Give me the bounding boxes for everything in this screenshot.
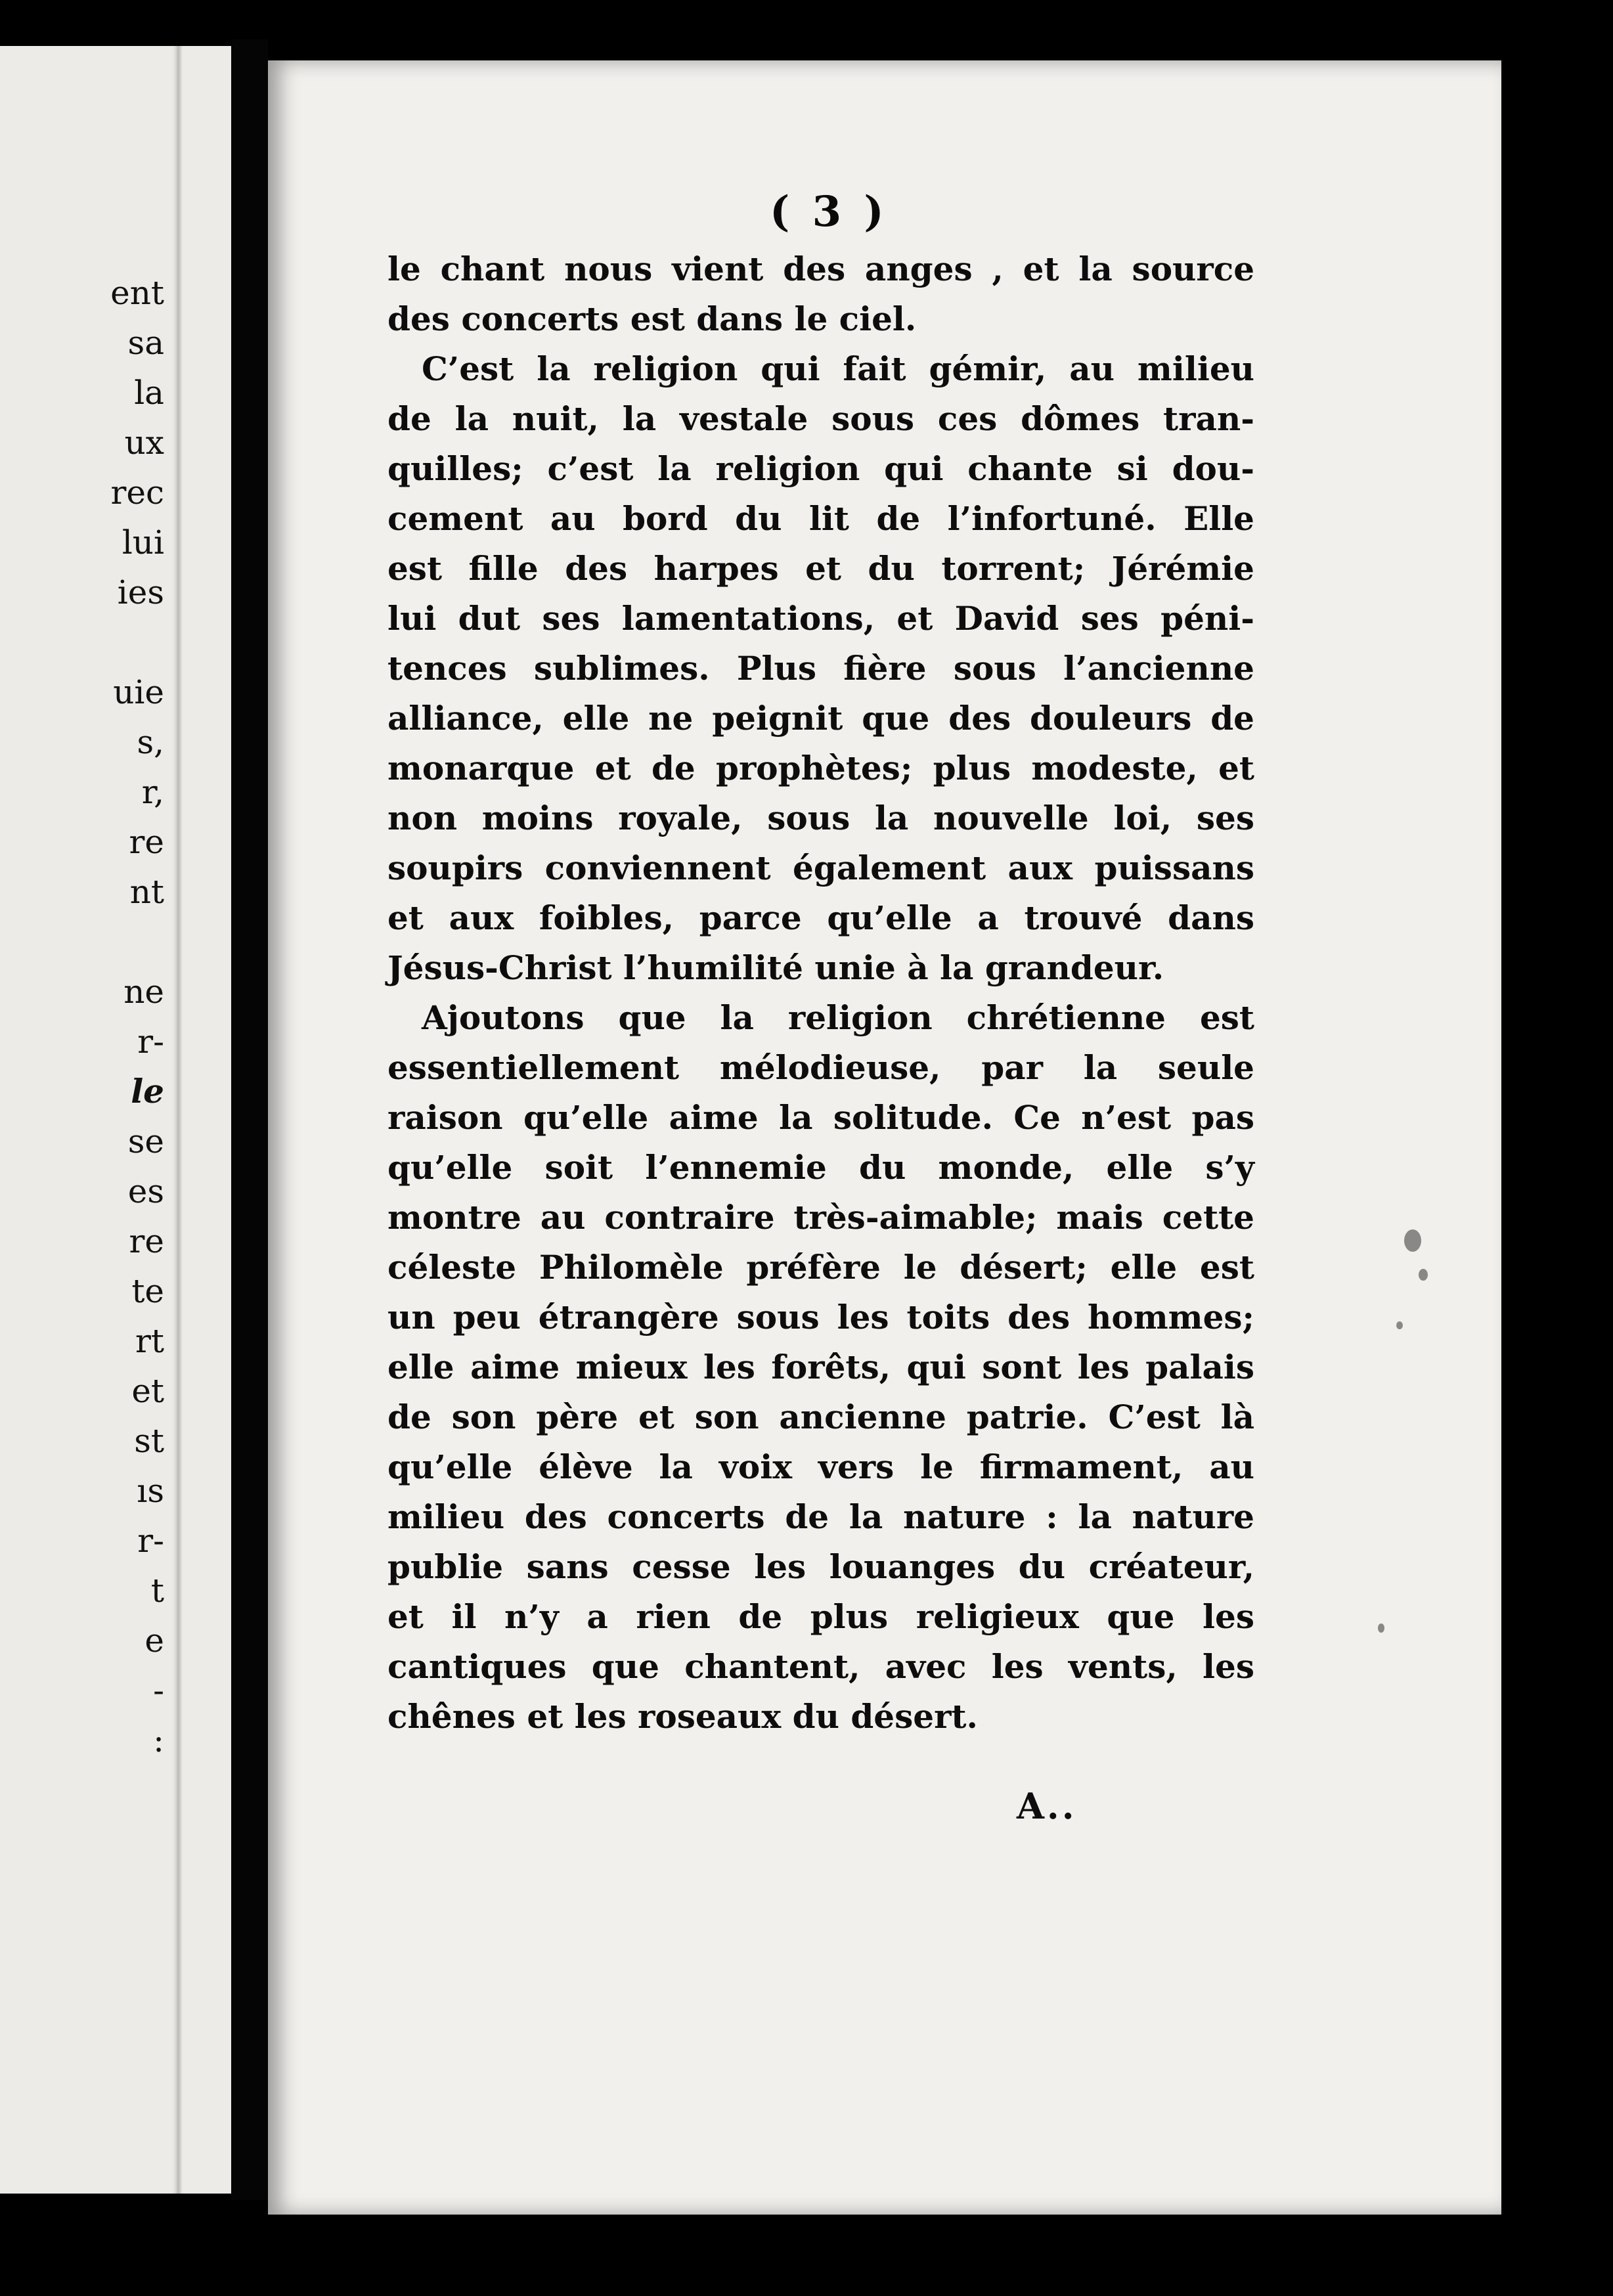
text-line: cantiques que chantent, avec les vents, les (387, 1647, 1254, 1686)
left-fragment: r, (141, 773, 164, 811)
text-line: montre au contraire très-aimable; mais cette (387, 1198, 1254, 1237)
left-fragment: s, (137, 723, 164, 761)
left-fragment: ies (117, 573, 164, 611)
book-gutter (231, 39, 268, 2200)
left-fragment: uie (113, 673, 164, 711)
left-fragment: ıs (137, 1472, 164, 1510)
left-page-edge (172, 46, 183, 2194)
left-fragment: r- (137, 1023, 164, 1061)
left-fragment: ne (123, 973, 164, 1011)
left-fragment: la (134, 374, 164, 412)
left-page-text (0, 268, 164, 1765)
text-line: Jésus-Christ l’humilité unie à la grandeur. (387, 948, 1164, 987)
left-fragment: te (131, 1272, 164, 1310)
left-fragment: nt (129, 873, 164, 911)
text-line: est fille des harpes et du torrent; Jérémie (387, 549, 1254, 588)
text-line: qu’elle élève la voix vers le firmament, au (387, 1447, 1254, 1486)
text-line: de la nuit, la vestale sous ces dômes tran- (387, 399, 1254, 438)
ink-spot (1419, 1269, 1428, 1281)
text-line: et aux foibles, parce qu’elle a trouvé dans (387, 898, 1254, 937)
text-line: tences sublimes. Plus fière sous l’ancienne (387, 649, 1254, 688)
ink-spot (1404, 1229, 1421, 1252)
text-line: des concerts est dans le ciel. (387, 299, 917, 338)
left-fragment: es (127, 1172, 164, 1210)
left-fragment: t (150, 1572, 164, 1610)
left-fragment: et (131, 1372, 164, 1410)
ink-spot (1396, 1321, 1403, 1329)
left-fragment: ent (110, 274, 164, 312)
text-line: de son père et son ancienne patrie. C’est là (387, 1398, 1254, 1436)
left-fragment: re (129, 823, 164, 861)
text-line: lui dut ses lamentations, et David ses péni- (387, 599, 1254, 638)
left-fragment: le (131, 1072, 164, 1111)
left-fragment (0, 917, 164, 967)
text-line: qu’elle soit l’ennemie du monde, elle s’y (387, 1148, 1254, 1187)
text-line: monarque et de prophètes; plus modeste, et (387, 749, 1254, 787)
ink-spot (1378, 1623, 1384, 1633)
text-line: quilles; c’est la religion qui chante si dou- (387, 449, 1254, 488)
text-line: soupirs conviennent également aux puissans (387, 849, 1254, 887)
text-line: chênes et les roseaux du désert. (387, 1697, 978, 1736)
left-fragment: re (129, 1222, 164, 1260)
left-fragment: sa (127, 324, 164, 362)
text-line: essentiellement mélodieuse, par la seule (387, 1048, 1254, 1087)
signature: A.. (1017, 1785, 1077, 1827)
left-fragment: - (153, 1671, 164, 1710)
text-line: milieu des concerts de la nature : la nature (387, 1497, 1254, 1536)
left-fragment: st (134, 1422, 164, 1460)
left-fragment: ux (124, 424, 164, 462)
text-line: elle aime mieux les forêts, qui sont les palais (387, 1348, 1254, 1386)
left-fragment (0, 617, 164, 667)
left-fragment: : (153, 1721, 164, 1759)
text-line: le chant nous vient des anges , et la source (387, 250, 1254, 288)
left-fragment: e (144, 1622, 164, 1660)
left-page-fragment (0, 46, 231, 2194)
text-line: publie sans cesse les louanges du créateur, (387, 1547, 1254, 1586)
left-fragment: r- (137, 1522, 164, 1560)
text-line: céleste Philomèle préfère le désert; elle est (387, 1248, 1254, 1287)
text-line: cement au bord du lit de l’infortuné. Elle (387, 499, 1254, 538)
page-number: ( 3 ) (770, 187, 888, 236)
text-line: C’est la religion qui fait gémir, au milieu (422, 349, 1254, 388)
text-line: un peu étrangère sous les toits des hommes; (387, 1298, 1254, 1336)
text-line: non moins royale, sous la nouvelle loi, ses (387, 799, 1254, 837)
left-fragment: se (127, 1122, 164, 1160)
left-fragment: lui (122, 523, 164, 562)
text-line: raison qu’elle aime la solitude. Ce n’est pas (387, 1098, 1254, 1137)
left-fragment: rec (110, 474, 164, 512)
text-line: alliance, elle ne peignit que des douleurs de (387, 699, 1254, 738)
text-line: et il n’y a rien de plus religieux que les (387, 1597, 1254, 1636)
page-body-text (387, 244, 1254, 1742)
text-line: Ajoutons que la religion chrétienne est (422, 998, 1254, 1037)
left-fragment: rt (135, 1322, 164, 1360)
